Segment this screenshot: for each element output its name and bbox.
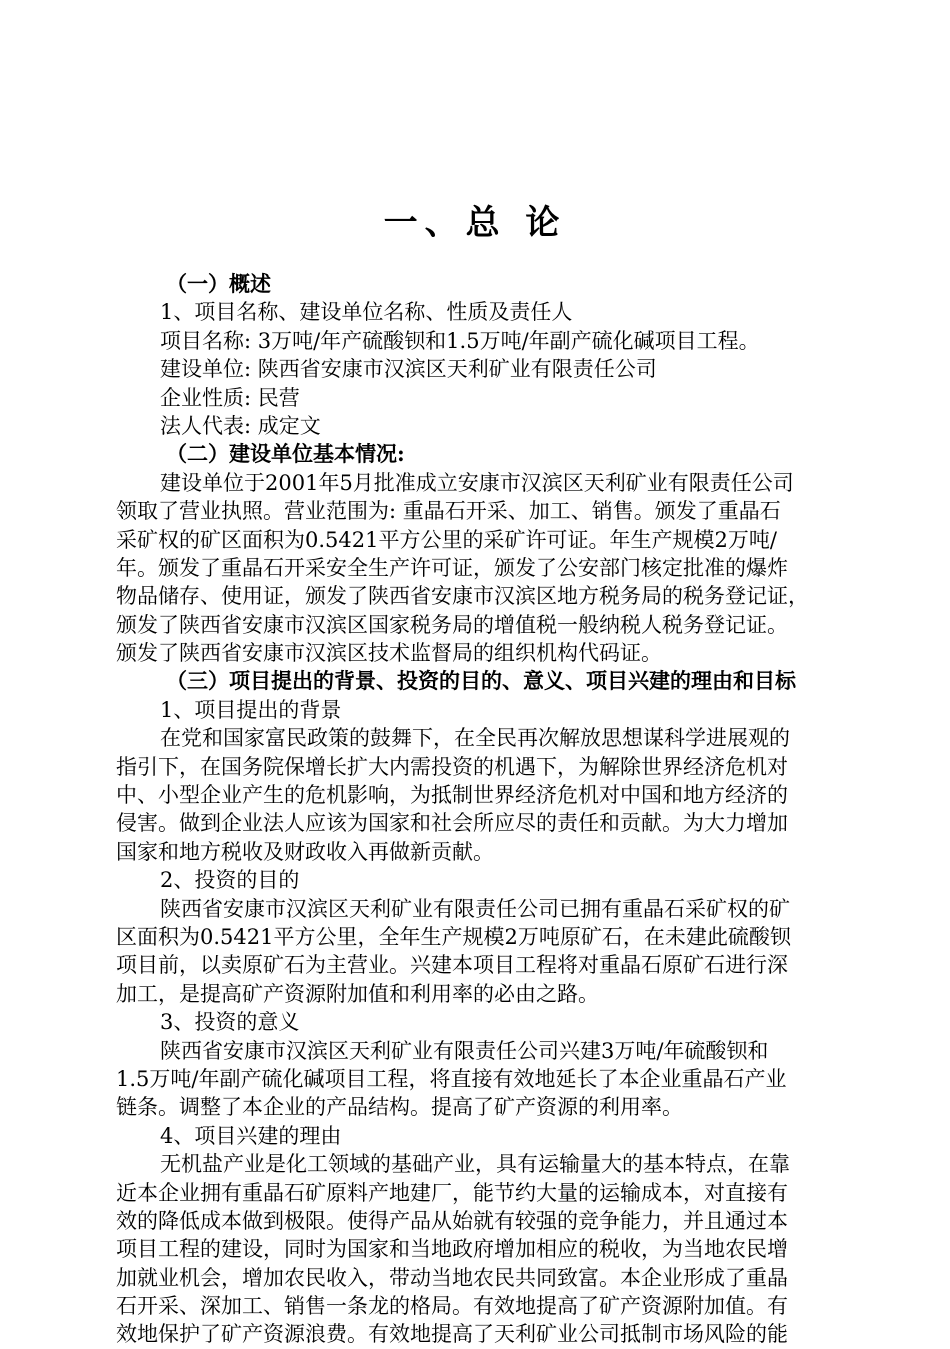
document-body xyxy=(116,270,836,1349)
paragraph-line: 无机盐产业是化工领域的基础产业，具有运输量大的基本特点，在靠 xyxy=(160,1152,790,1177)
paragraph-line: 侵害。做到企业法人应该为国家和社会所应尽的责任和贡献。为大力增加 xyxy=(116,811,788,836)
paragraph-line: 1.5万吨/年副产硫化碱项目工程，将直接有效地延长了本企业重晶石产业 xyxy=(116,1066,787,1091)
paragraph-line: 采矿权的矿区面积为0.5421平方公里的采矿许可证。年生产规模2万吨/ xyxy=(116,527,777,552)
paragraph-line: 效地保护了矿产资源浪费。有效地提高了天利矿业公司抵制市场风险的能 xyxy=(116,1322,788,1347)
section-heading: （二）建设单位基本情况: xyxy=(166,441,405,467)
paragraph-line: 项目前，以卖原矿石为主营业。兴建本项目工程将对重晶石原矿石进行深 xyxy=(116,953,788,978)
paragraph-line: 在党和国家富民政策的鼓舞下，在全民再次解放思想谋科学进展观的 xyxy=(160,726,790,751)
paragraph-line: 陕西省安康市汉滨区天利矿业有限责任公司兴建3万吨/年硫酸钡和 xyxy=(160,1038,769,1063)
subheading: 3、投资的意义 xyxy=(160,1010,300,1035)
paragraph-line: 领取了营业执照。营业范围为: 重晶石开采、加工、销售。颁发了重晶石 xyxy=(116,499,781,524)
paragraph-line: 陕西省安康市汉滨区天利矿业有限责任公司已拥有重晶石采矿权的矿 xyxy=(160,896,790,921)
paragraph-line: 加就业机会，增加农民收入，带动当地农民共同致富。本企业形成了重晶 xyxy=(116,1265,788,1290)
paragraph-line: 年。颁发了重晶石开采安全生产许可证，颁发了公安部门核定批准的爆炸 xyxy=(116,555,788,580)
paragraph-line: 指引下，在国务院保增长扩大内需投资的机遇下，为解除世界经济危机对 xyxy=(116,754,788,779)
paragraph-line: 颁发了陕西省安康市汉滨区国家税务局的增值税一般纳税人税务登记证。 xyxy=(116,612,788,637)
paragraph-line: 近本企业拥有重晶石矿原料产地建厂，能节约大量的运输成本，对直接有 xyxy=(116,1180,788,1205)
subheading: 1、项目名称、建设单位名称、性质及责任人 xyxy=(160,300,573,325)
paragraph-line: 颁发了陕西省安康市汉滨区技术监督局的组织机构代码证。 xyxy=(116,641,662,666)
subheading: 2、投资的目的 xyxy=(160,868,300,893)
paragraph-line: 区面积为0.5421平方公里，全年生产规模2万吨原矿石，在未建此硫酸钡 xyxy=(116,924,791,949)
paragraph-line: 链条。调整了本企业的产品结构。提高了矿产资源的利用率。 xyxy=(116,1095,683,1120)
paragraph-line: 加工，是提高矿产资源附加值和利用率的必由之路。 xyxy=(116,981,599,1006)
section-heading: （三）项目提出的背景、投资的目的、意义、项目兴建的理由和目标 xyxy=(166,668,796,694)
paragraph-line: 建设单位于2001年5月批准成立安康市汉滨区天利矿业有限责任公司 xyxy=(160,470,794,495)
field-line: 企业性质: 民营 xyxy=(160,385,300,410)
field-line: 建设单位: 陕西省安康市汉滨区天利矿业有限责任公司 xyxy=(160,357,657,382)
subheading: 4、项目兴建的理由 xyxy=(160,1123,342,1148)
paragraph-line: 效的降低成本做到极限。使得产品从始就有较强的竞争能力，并且通过本 xyxy=(116,1208,788,1233)
paragraph-line: 项目工程的建设，同时为国家和当地政府增加相应的税收，为当地农民增 xyxy=(116,1237,788,1262)
section-heading: （一）概述 xyxy=(166,271,271,296)
subheading: 1、项目提出的背景 xyxy=(160,697,342,722)
page-title: 一、总 论 xyxy=(383,203,567,243)
field-line: 项目名称: 3万吨/年产硫酸钡和1.5万吨/年副产硫化碱项目工程。 xyxy=(160,328,760,353)
paragraph-line: 国家和地方税收及财政收入再做新贡献。 xyxy=(116,839,494,864)
paragraph-line: 中、小型企业产生的危机影响，为抵制世界经济危机对中国和地方经济的 xyxy=(116,783,788,808)
field-line: 法人代表: 成定文 xyxy=(160,413,321,438)
paragraph-line: 石开采、深加工、销售一条龙的格局。有效地提高了矿产资源附加值。有 xyxy=(116,1294,788,1319)
paragraph-line: 物品储存、使用证，颁发了陕西省安康市汉滨区地方税务局的税务登记证， xyxy=(116,584,809,609)
